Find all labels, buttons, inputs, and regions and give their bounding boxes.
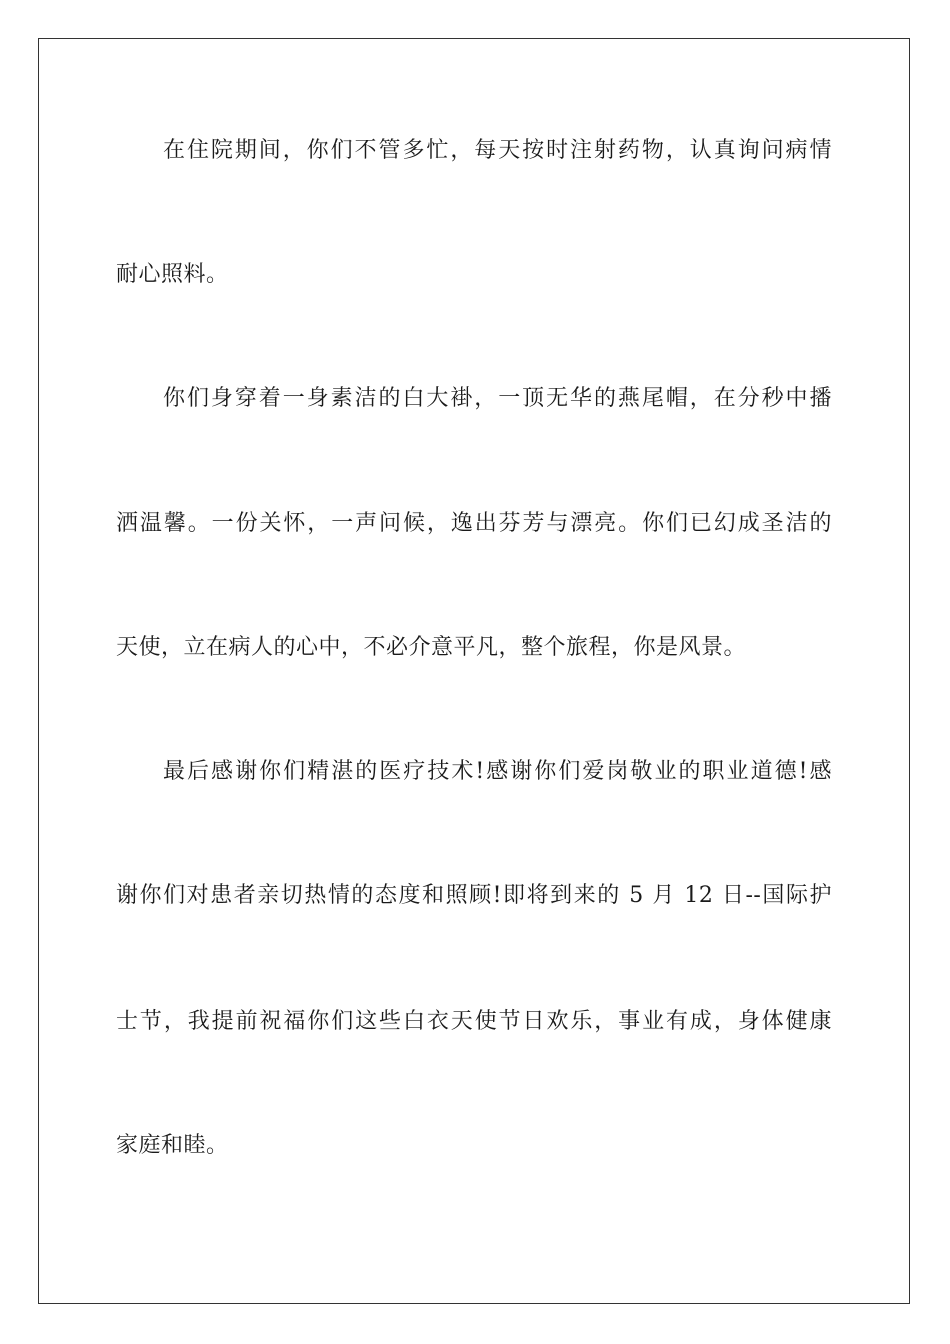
paragraph-1-line-2: 耐心照料。 [116, 262, 229, 287]
page-frame [38, 38, 910, 1304]
paragraph-2-line-3: 天使，立在病人的心中，不必介意平凡，整个旅程，你是风景。 [116, 635, 747, 660]
paragraph-3-line-1: 最后感谢你们精湛的医疗技术!感谢你们爱岗敬业的职业道德!感 [163, 759, 832, 784]
paragraph-3-line-2: 谢你们对患者亲切热情的态度和照顾!即将到来的 5 月 12 日--国际护 [116, 883, 832, 908]
paragraph-3-line-4: 家庭和睦。 [116, 1133, 229, 1158]
paragraph-2-line-2: 洒温馨。一份关怀，一声问候，逸出芬芳与漂亮。你们已幻成圣洁的 [116, 511, 832, 536]
paragraph-2-line-1: 你们身穿着一身素洁的白大褂，一顶无华的燕尾帽，在分秒中播 [163, 386, 832, 411]
paragraph-1-line-1: 在住院期间，你们不管多忙，每天按时注射药物，认真询问病情 [163, 138, 832, 163]
paragraph-3-line-3: 士节，我提前祝福你们这些白衣天使节日欢乐，事业有成，身体健康 [116, 1009, 832, 1034]
